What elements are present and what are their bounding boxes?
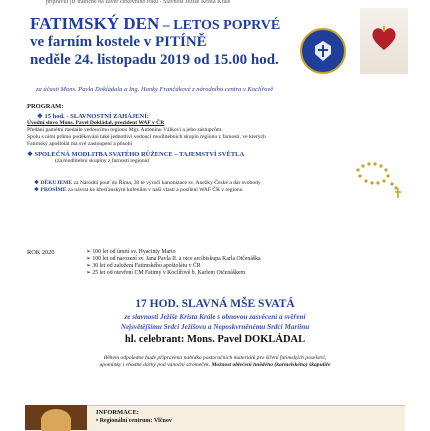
anniversary-item: 100 let od úmrtí sv. Hyacinty Marto [92,249,176,255]
heading-place: PITÍNĚ [154,34,207,50]
anniversary-item: 25 let od otevření CM Fatimy v Koclířově b. Karlem Otčenáškem [92,270,246,276]
ask-label: PROSÍME [40,187,67,193]
heading-line-1 [30,14,280,34]
anniversaries-label: ROK 2020 [27,249,55,256]
program-item-opening [27,113,266,148]
bullet-icon: ❖ [37,113,45,120]
heading-line-2 [30,34,207,51]
anniversaries-list [86,249,261,277]
info-region: • Regionální centrum: Vlčnov [96,418,172,424]
bullet-icon: ❖ [34,180,41,186]
during-line-2: upomínky i vhodné dárky pod vánoční stromeček. [99,362,212,368]
during-note [50,355,380,369]
heading-subtitle: – LETOS POPRVÉ [159,18,281,33]
program-line: Fatimský apoštolát má své zastoupení a působí [27,141,133,147]
anniversary-item: 30 let od založení Fatimského apoštolátu v ČR [92,263,201,269]
ask-text: za návrat ke křesťanským kořenům v naší vlasti a posílení WAF ČR v regionu [66,187,243,193]
top-strip [0,0,430,8]
opening-title: - SLAVNOSTNÍ ZAHÁJENÍ: [64,113,149,120]
info-title: INFORMACE: [96,409,139,416]
bullet-icon: ❖ [34,187,41,193]
madonna-figure-icon [41,409,71,431]
mass-celebrant: hl. celebrant: Mons. Pavel DOKLÁDAL [124,334,306,345]
program-line: Předání pamětní medaile vedoucímu regionu Mgr. Antonínu Válkovi a jeho zástupcům. [27,127,223,133]
program-item-thanks [34,180,261,194]
opening-time: 15 hod. [44,113,65,120]
bullet-icon: ❖ [27,151,35,158]
program-label: PROGRAM: [27,103,64,110]
arrow-icon: ➢ [86,249,93,255]
heading-church: ve farním kostele v [30,34,155,50]
rosary-title: SPOLEČNÁ MODLITBA SVATÉHO RŮŽENCE – TAJEMSTVÍ SVĚTLA [34,151,245,158]
thanks-text: za Národní pouť do Říma, 30 té výročí kanonizace sv. Anežky České a dar svobody [72,180,261,186]
rosary-note: (za modlitební skupiny z farností regionu) [55,158,150,164]
scapular-note: Možnost oblečení hnědého (karmelského) škapulíře [211,362,331,368]
arrow-icon: ➢ [86,256,93,262]
arrow-icon: ➢ [86,270,93,276]
during-line-1: Během odpoledne bude připravena nabídka pastoračních materiálů pro šíření fatimských poselství, [103,355,327,361]
top-note: připravili již tradičně na závěr církevního roku - Slavnost Ježíše Krista Krále [46,0,231,5]
mass-subtitle-1: ze slavnosti Ježíše Krista Krále s obnovou zasvěcení a svěření [124,313,306,321]
program-item-rosary [27,151,244,165]
madonna-image [25,405,87,430]
presence-note: za účasti Mons. Pavla Dokládala a Ing. Hanky Frančákové z národního centra v Koclířově [36,86,274,93]
welcome-line: Úvodní slovo Mons. Pavel Dokládal, prezident WAF v ČR [27,120,165,126]
heading-date: neděle 24. listopadu 2019 od 15.00 hod. [30,52,279,68]
emblem-symbol-icon [313,40,333,62]
mass-title: 17 HOD. SLAVNÁ MŠE SVATÁ [135,298,295,310]
program-line: Spolu s nimi průmo poděkování také jednotliví vedoucí modlitebních skupin regionu z farností, ve kterých [27,134,266,140]
arrow-icon: ➢ [86,263,93,269]
mass-subtitle-2: Nejsvětějšímu Srdci Ježíšovu a Neposkvrněnému Srdci Mariinu [120,323,310,331]
heart-icon [370,26,398,52]
heading-title: FATIMSKÝ DEN [30,14,160,33]
thanks-label: DĚKUJEME [40,180,73,186]
waf-emblem-icon [300,28,346,74]
rosary-icon [350,160,406,200]
anniversary-item: 100 let od narození sv. Jana Pavla II. a otce arcibiskupa Karla Otčenáška [92,256,261,262]
sacred-heart-image [360,8,408,74]
